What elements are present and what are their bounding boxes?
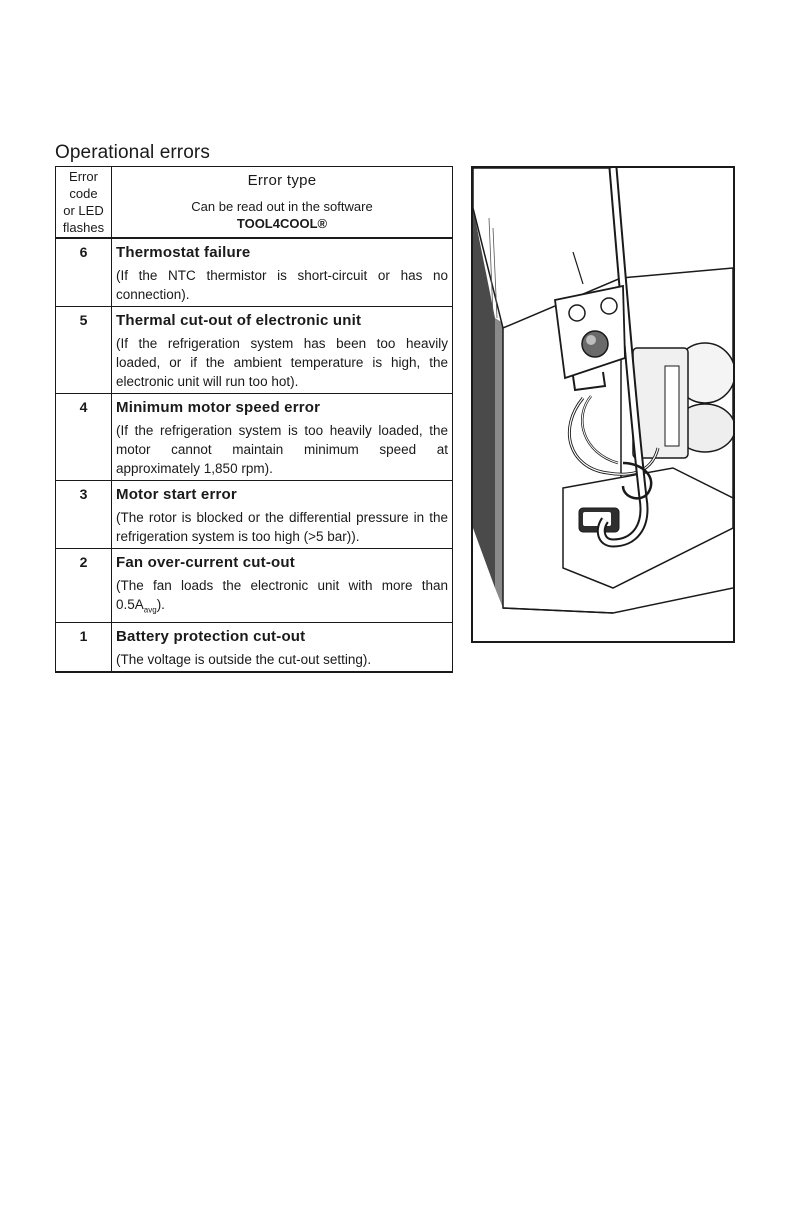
compressor-drawing [473, 168, 733, 641]
table-row [56, 622, 453, 672]
operational-errors-table [55, 166, 453, 673]
error-code: 6 [79, 244, 88, 260]
error-code: 4 [79, 399, 88, 415]
header-code-line: code [69, 186, 98, 201]
error-title: Thermal cut-out of electronic unit [116, 312, 362, 329]
error-description: (If the NTC thermistor is short-circuit or has no connection). [116, 268, 448, 302]
error-code: 2 [79, 554, 88, 570]
table-row [56, 394, 453, 481]
error-description: (The voltage is outside the cut-out setting). [116, 651, 372, 667]
table-row [56, 307, 453, 394]
table-row [56, 549, 453, 623]
error-title: Thermostat failure [116, 244, 251, 261]
error-title: Motor start error [116, 486, 237, 503]
table-row [56, 238, 453, 307]
header-software-name: TOOL4COOL® [236, 216, 328, 231]
error-description: (The fan loads the electronic unit with more than $0.5A_{avg}$). [116, 578, 448, 615]
table-header-row [56, 167, 453, 239]
error-description: (If the refrigeration system has been too heavily loaded, or if the ambient temperature is high, the electronic unit will run too hot). [116, 336, 448, 389]
error-title: Battery protection cut-out [116, 627, 306, 645]
error-description: (The rotor is blocked or the differential pressure in the refrigeration system is too high (>5 bar)). [116, 510, 448, 544]
error-code: 5 [79, 312, 88, 328]
error-title: Fan over-current cut-out [116, 554, 295, 571]
header-code-line: Error [69, 169, 98, 184]
section-title: Operational errors [55, 142, 210, 163]
header-type-cell [112, 167, 453, 239]
table-row [56, 481, 453, 549]
header-code-cell [56, 167, 112, 239]
header-type-subtitle: Can be read out in the software [191, 199, 373, 214]
thermistor-sensor [582, 331, 608, 357]
header-type-title: Error type [247, 172, 317, 189]
error-description: (If the refrigeration system is too heavily loaded, the motor cannot maintain minimum speed at approximately 1,850 rpm). [116, 423, 448, 476]
error-code: 3 [79, 486, 88, 502]
error-title: Minimum motor speed error [116, 399, 321, 416]
error-code: 1 [79, 627, 88, 644]
compressor-illustration [471, 166, 735, 643]
header-code-line: flashes [62, 220, 105, 235]
header-code-line: or LED [63, 203, 104, 218]
